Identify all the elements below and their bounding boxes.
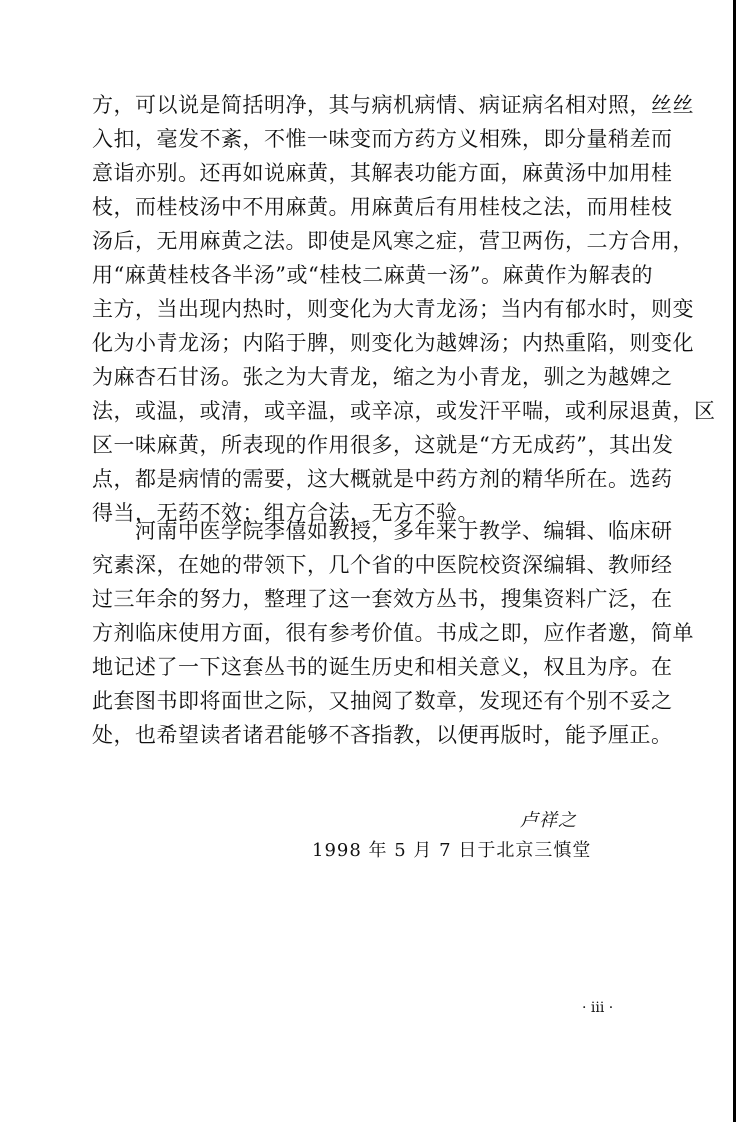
page-number: · iii ·: [582, 1000, 614, 1016]
paragraph-line: 地记述了一下这套丛书的诞生历史和相关意义，权且为序。在: [92, 655, 673, 679]
paragraph-line: 主方，当出现内热时，则变化为大青龙汤；当内有郁水时，则变: [92, 297, 694, 321]
paragraph-line: 此套图书即将面世之际，又抽阅了数章，发现还有个别不妥之: [92, 689, 673, 713]
author-signature: 卢祥之: [520, 810, 577, 831]
paragraph-line: 河南中医学院李僖如教授，多年来于教学、编辑、临床研: [92, 519, 673, 543]
paragraph-line: 法，或温，或清，或辛温，或辛凉，或发汗平喘，或利尿退黄，区: [92, 399, 716, 423]
paragraph-line: 方，可以说是简括明净，其与病机病情、病证病名相对照，丝丝: [92, 93, 694, 117]
paragraph-line: 枝，而桂枝汤中不用麻黄。用麻黄后有用桂枝之法，而用桂枝: [92, 195, 673, 219]
paragraph-line: 区一味麻黄，所表现的作用很多，这就是“方无成药”，其出发: [92, 433, 674, 457]
paragraph-line: 用“麻黄桂枝各半汤”或“桂枝二麻黄一汤”。麻黄作为解表的: [92, 263, 653, 287]
paragraph-line: 方剂临床使用方面，很有参考价值。书成之即，应作者邀，简单: [92, 621, 694, 645]
paragraph-line: 意诣亦别。还再如说麻黄，其解表功能方面，麻黄汤中加用桂: [92, 161, 673, 185]
paragraph-line: 入扣，毫发不紊，不惟一味变而方药方义相殊，即分量稍差而: [92, 127, 673, 151]
paragraph-line: 为麻杏石甘汤。张之为大青龙，缩之为小青龙，驯之为越婢之: [92, 365, 673, 389]
paragraph-line: 究素深，在她的带领下，几个省的中医院校资深编辑、教师经: [92, 553, 673, 577]
paragraph-line: 过三年余的努力，整理了这一套效方丛书，搜集资料广泛，在: [92, 587, 673, 611]
paragraph-line: 汤后，无用麻黄之法。即使是风寒之症，营卫两伤，二方合用，: [92, 229, 694, 253]
paragraph-line: 化为小青龙汤；内陷于脾，则变化为越婢汤；内热重陷，则变化: [92, 331, 694, 355]
paragraph-line: 点，都是病情的需要，这大概就是中药方剂的精华所在。选药: [92, 467, 673, 491]
paragraph-line: 处，也希望读者诸君能够不吝指教，以便再版时，能予厘正。: [92, 723, 673, 747]
signature-date: 1998 年 5 月 7 日于北京三慎堂: [312, 840, 592, 861]
paragraph-line: 得当，无药不效；组方合法，无方不验。: [92, 501, 479, 525]
